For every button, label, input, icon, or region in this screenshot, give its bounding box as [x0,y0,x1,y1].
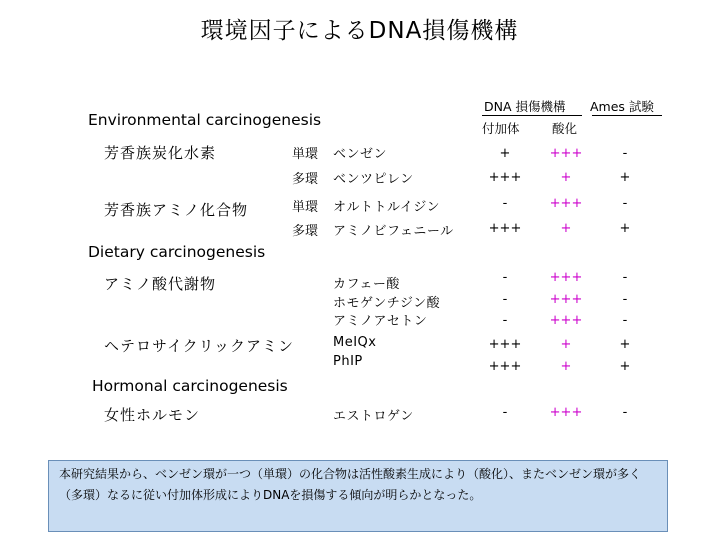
section-dietary: Dietary carcinogenesis [88,243,266,261]
compound-name: ベンツピレン [333,172,414,187]
oxidation-value: + [560,221,572,236]
oxidation-value: +++ [549,405,583,420]
section-environmental: Environmental carcinogenesis [88,111,322,129]
summary-note: 本研究結果から、ベンゼン環が一つ（単環）の化合物は活性酸素生成により（酸化）、またベンゼン環が多く（多環）なるに従い付加体形成によりDNAを損傷する傾向が明らかとなった。 [48,460,668,532]
compound-name: ベンゼン [333,147,388,162]
adduct-value: +++ [488,337,522,352]
adduct-value: +++ [488,170,522,185]
compound-name: MeIQx [333,335,377,350]
compound-name: アミノアセトン [333,314,428,329]
oxidation-value: +++ [549,292,583,307]
category-aromatic-amine: 芳香族アミノ化合物 [104,201,249,219]
ames-value: + [619,359,631,374]
adduct-value: - [502,270,508,285]
oxidation-value: + [560,170,572,185]
compound-name: エストロゲン [333,409,414,424]
oxidation-value: +++ [549,146,583,161]
header-divider [482,115,582,116]
oxidation-value: +++ [549,196,583,211]
ames-value: + [619,221,631,236]
category-amino-acid: アミノ酸代謝物 [104,275,217,293]
compound-name: ホモゲンチジン酸 [333,296,441,311]
dna-damage-header: DNA 損傷機構 [484,99,566,114]
adduct-value: - [502,313,508,328]
ames-value: - [622,270,628,285]
ring-type-label: 単環 [292,200,319,215]
page-title: 環境因子によるDNA損傷機構 [200,18,519,44]
compound-name: オルトトルイジン [333,200,441,215]
ames-value: - [622,292,628,307]
oxidation-value: + [560,337,572,352]
ames-value: + [619,337,631,352]
oxidation-value: +++ [549,313,583,328]
adduct-value: - [502,405,508,420]
ames-test-header: Ames 試験 [590,99,654,114]
compound-name: カフェー酸 [333,277,400,292]
ames-value: - [622,196,628,211]
adduct-value: + [499,146,511,161]
category-pah: 芳香族炭化水素 [104,144,217,162]
ames-divider [592,115,662,116]
oxidation-value: + [560,359,572,374]
adduct-value: - [502,292,508,307]
ames-value: - [622,313,628,328]
compound-name: PhIP [333,354,363,369]
category-heterocyclic: ヘテロサイクリックアミン [104,337,295,355]
ring-type-label: 多環 [292,224,319,239]
adduct-header: 付加体 [482,121,520,136]
ring-type-label: 多環 [292,172,319,187]
ames-value: - [622,146,628,161]
section-hormonal: Hormonal carcinogenesis [92,377,288,395]
adduct-value: +++ [488,359,522,374]
ring-type-label: 単環 [292,147,319,162]
oxidation-value: +++ [549,270,583,285]
category-female-hormone: 女性ホルモン [104,406,201,424]
compound-name: アミノビフェニール [333,224,454,239]
adduct-value: +++ [488,221,522,236]
ames-value: - [622,405,628,420]
oxidation-header: 酸化 [552,121,578,136]
adduct-value: - [502,196,508,211]
ames-value: + [619,170,631,185]
